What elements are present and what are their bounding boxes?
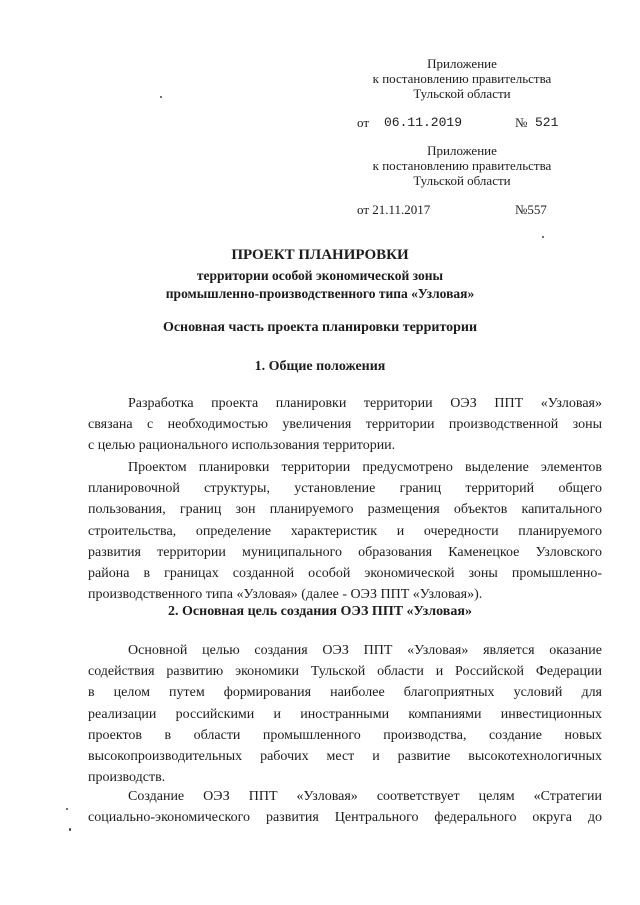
section-1-heading: 1. Общие положения	[254, 359, 386, 374]
text-line: Разработка проекта планировки территории ОЭЗ ППТ «Узловая»	[128, 396, 602, 411]
region-name: Тульской области	[413, 173, 511, 188]
text-line: реализации российскими и иностранными компаниями инвестиционных	[88, 706, 602, 722]
text-line: высокопроизводительных рабочих мест и развитие высокотехнологичных	[88, 748, 602, 764]
decree-reference: к постановлению правительства	[372, 71, 552, 86]
text-line: проектов в области промышленного производства, создание новых	[88, 727, 602, 743]
section-1-paragraph-2	[88, 457, 602, 605]
section-1-paragraph-1	[88, 393, 602, 457]
text-line: производственного типа «Узловая» (далее - ОЭЗ ППТ «Узловая»).	[88, 587, 483, 603]
document-title: ПРОЕКТ ПЛАНИРОВКИ	[231, 247, 409, 263]
old-decree-number: №557	[515, 202, 547, 217]
section-2-paragraph-2	[88, 786, 602, 828]
decree-date: 06.11.2019	[384, 115, 463, 130]
scan-speck	[66, 808, 68, 810]
text-line: планировочной структуры, установление границ территорий общего	[88, 481, 602, 497]
appendix-label: Приложение	[427, 56, 497, 71]
decree-number-label: №	[515, 115, 528, 130]
decree-reference: к постановлению правительства	[372, 158, 552, 173]
appendix-header-1	[357, 56, 567, 101]
text-line: с целью рационального использования территории.	[88, 438, 396, 454]
decree-from-label: от	[357, 115, 370, 130]
document-subtitle-1: территории особой экономической зоны	[196, 268, 444, 283]
region-name: Тульской области	[413, 86, 511, 101]
section-2-paragraph-1	[88, 640, 602, 788]
text-line: Основной целью создания ОЭЗ ППТ «Узловая» является оказание	[128, 643, 602, 658]
scan-speck	[542, 236, 544, 238]
text-line: развития территории муниципального образования Каменецкое Узловского	[88, 544, 602, 560]
old-decree-date: от 21.11.2017	[357, 202, 431, 217]
text-line: пользования, границ зон планируемого размещения объектов капитального	[88, 502, 602, 518]
text-line: Проектом планировки территории предусмотрено выделение элементов	[128, 460, 602, 475]
text-line: Создание ОЭЗ ППТ «Узловая» соответствует целям «Стратегии	[128, 789, 602, 804]
scan-speck	[160, 96, 162, 98]
appendix-label: Приложение	[427, 143, 497, 158]
text-line: производств.	[88, 770, 166, 786]
scan-speck	[69, 828, 71, 831]
text-line: строительства, определение характеристик и очередности планируемого	[88, 523, 602, 539]
text-line: социально-экономического развития Центрального федерального округа до	[88, 810, 602, 826]
part-heading: Основная часть проекта планировки территории	[162, 320, 478, 335]
appendix-header-2	[357, 143, 567, 188]
text-line: связана с необходимостью увеличения территории производственной зоны	[88, 417, 602, 433]
document-subtitle-2: промышленно-производственного типа «Узловая»	[165, 286, 475, 301]
text-line: в целом путем формирования наиболее благоприятных условий для	[88, 685, 602, 701]
section-2-heading: 2. Основная цель создания ОЭЗ ППТ «Узловая»	[168, 604, 472, 619]
decree-number: 521	[535, 115, 559, 130]
text-line: содействия развитию экономики Тульской области и Российской Федерации	[88, 664, 602, 680]
text-line: района в границах созданной особой экономической зоны промышленно-	[88, 565, 602, 581]
